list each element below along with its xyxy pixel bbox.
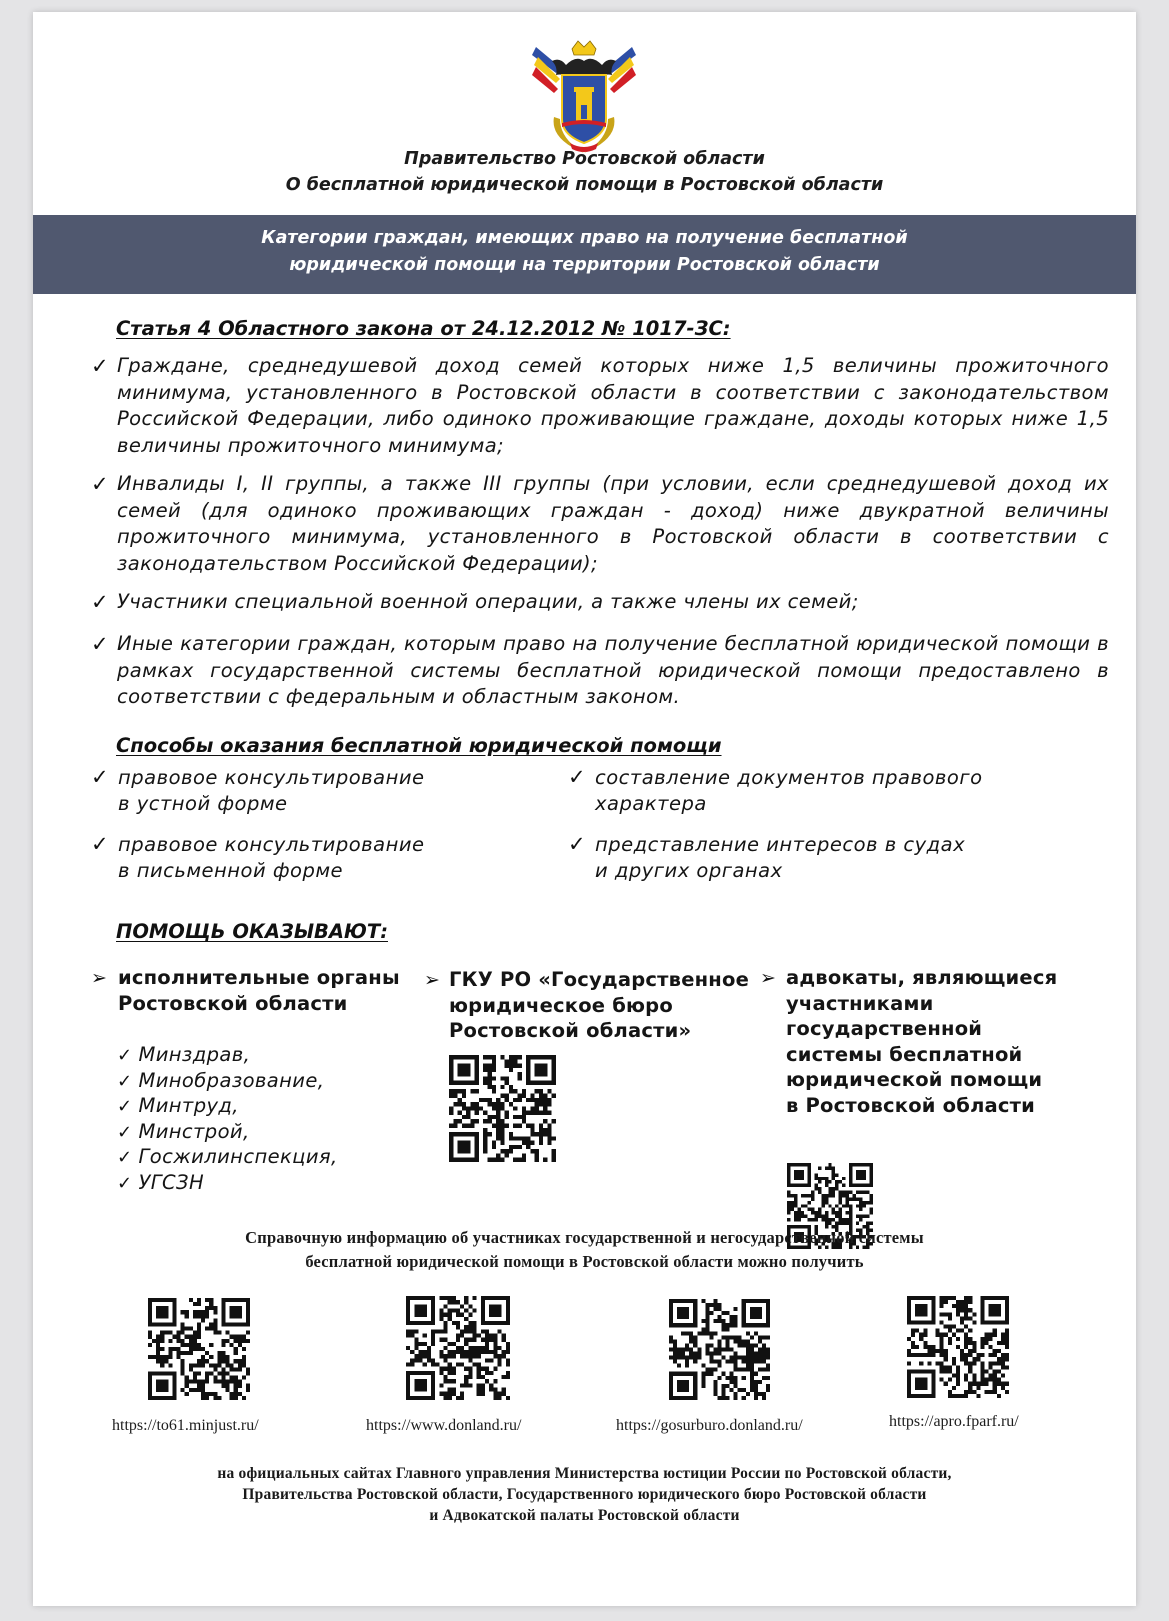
link-donland[interactable]: https://www.donland.ru/ <box>366 1417 522 1434</box>
arrow-bullet-icon: ➢ <box>760 967 776 989</box>
check-mark-icon: ✓ <box>91 765 109 789</box>
ministry-item <box>117 1119 338 1145</box>
check-mark-icon: ✓ <box>568 765 586 789</box>
link-apro[interactable]: https://apro.fparf.ru/ <box>889 1413 1019 1430</box>
method-line: правовое консультирование <box>118 833 425 856</box>
coat-of-arms-icon <box>530 39 638 157</box>
method-line: в устной форме <box>118 792 288 815</box>
qr-code-apro[interactable] <box>907 1296 1009 1398</box>
method-court-representation <box>595 832 965 884</box>
check-mark-icon: ✓ <box>117 1045 133 1066</box>
link-gosurburo[interactable]: https://gosurburo.donland.ru/ <box>616 1417 803 1434</box>
method-line: представление интересов в судах <box>595 833 966 856</box>
methods-heading: Способы оказания бесплатной юридической помощи <box>116 734 722 757</box>
qr-code-donland[interactable] <box>406 1296 510 1400</box>
providers-heading: ПОМОЩЬ ОКАЗЫВАЮТ: <box>116 920 388 943</box>
article-item-3: Участники специальной военной операции, а также члены их семей; <box>117 590 859 613</box>
provider-line: ГКУ РО «Государственное <box>449 968 749 991</box>
article-item-1: Граждане, среднедушевой доход семей которых ниже 1,5 величины прожиточного минимума, установленного в Ростовской области в соответствии с законодательством Российской Федерации, либо одиноко проживающие граждане, доходы которых ниже 1,5 величины прожиточного минимума; <box>117 354 1109 457</box>
check-mark-icon: ✓ <box>91 632 109 656</box>
method-documents <box>595 765 983 817</box>
ministry-label: Минтруд, <box>138 1094 239 1118</box>
reference-line-1: Справочную информацию об участниках государственной и негосударственной системы <box>245 1228 924 1247</box>
method-line: составление документов правового <box>595 766 983 789</box>
method-oral-consulting <box>118 765 425 817</box>
footer-line-3: и Адвокатской палаты Ростовской области <box>429 1507 740 1524</box>
ministry-item <box>117 1170 338 1196</box>
qr-code-gos-bureau[interactable] <box>449 1055 556 1162</box>
banner-line-2: юридической помощи на территории Ростовской области <box>289 255 880 275</box>
header-title: Правительство Ростовской области <box>404 149 765 169</box>
provider-executive-bodies <box>118 965 400 1016</box>
provider-line: системы бесплатной <box>786 1042 1023 1066</box>
provider-line: исполнительные органы <box>118 966 400 989</box>
footer-line-2: Правительства Ростовской области, Государственного юридического бюро Ростовской области <box>242 1486 927 1503</box>
article-heading: Статья 4 Областного закона от 24.12.2012 № 1017-ЗС: <box>116 317 731 340</box>
check-mark-icon: ✓ <box>568 832 586 856</box>
provider-line: в Ростовской области <box>786 1093 1036 1117</box>
check-mark-icon: ✓ <box>117 1147 133 1169</box>
provider-advocates <box>786 965 1057 1118</box>
method-line: характера <box>595 792 707 815</box>
provider-line: адвокаты, являющиеся <box>786 966 1058 989</box>
method-line: и других органах <box>595 859 783 882</box>
qr-code-minjust[interactable] <box>148 1298 250 1400</box>
article-item-4: Иные категории граждан, которым право на получение бесплатной юридической помощи в рамках государственной системы бесплатной юридической помощи предоставлено в соответствии с федеральным и областным законом. <box>117 632 1109 709</box>
provider-line: Ростовской области <box>118 991 348 1015</box>
document-page <box>33 12 1136 1606</box>
article-item-2: Инвалиды I, II группы, а также III группы (при условии, если среднедушевой доход их семей (для одиноко проживающих граждан - доход) ниже двукратной величины прожиточного минимума, установленного в Ростовской области в соответствии с законодательством Российской Федерации); <box>117 472 1109 575</box>
check-mark-icon: ✓ <box>91 354 109 378</box>
check-mark-icon: ✓ <box>117 1096 133 1118</box>
categories-banner <box>33 215 1136 294</box>
ministry-item <box>117 1093 338 1119</box>
check-mark-icon: ✓ <box>91 590 109 614</box>
ministry-label: УГСЗН <box>138 1170 205 1194</box>
provider-line: участниками <box>786 991 934 1015</box>
ministry-label: Минздрав, <box>138 1043 251 1066</box>
check-mark-icon: ✓ <box>91 832 109 856</box>
provider-line: юридическое бюро <box>449 993 673 1017</box>
provider-line: государственной <box>786 1017 983 1040</box>
ministry-item <box>117 1144 338 1170</box>
qr-code-gosurburo[interactable] <box>669 1299 770 1400</box>
check-mark-icon: ✓ <box>117 1121 133 1143</box>
method-line: правовое консультирование <box>118 766 425 789</box>
ministry-item <box>117 1042 338 1068</box>
ministry-item <box>117 1068 338 1094</box>
ministry-label: Минстрой, <box>138 1119 250 1143</box>
provider-line: Ростовской области» <box>449 1019 692 1042</box>
method-line: в письменной форме <box>118 859 344 882</box>
check-mark-icon: ✓ <box>117 1172 133 1194</box>
footer-line-1: на официальных сайтах Главного управления Министерства юстиции России по Ростовской области, <box>217 1465 952 1482</box>
arrow-bullet-icon: ➢ <box>424 969 440 991</box>
banner-line-1: Категории граждан, имеющих право на получение бесплатной <box>261 228 908 248</box>
header-subtitle: О бесплатной юридической помощи в Ростовской области <box>285 175 884 195</box>
ministry-label: Госжилинспекция, <box>138 1145 338 1169</box>
method-written-consulting <box>118 832 425 884</box>
provider-state-legal-bureau <box>449 967 749 1044</box>
reference-line-2: бесплатной юридической помощи в Ростовской области можно получить <box>305 1252 864 1271</box>
ministries-list <box>117 1042 338 1196</box>
provider-line: юридической помощи <box>786 1068 1043 1091</box>
check-mark-icon: ✓ <box>117 1070 133 1092</box>
check-mark-icon: ✓ <box>91 472 109 496</box>
link-minjust[interactable]: https://to61.minjust.ru/ <box>112 1417 259 1434</box>
ministry-label: Минобразование, <box>138 1068 325 1092</box>
arrow-bullet-icon: ➢ <box>91 967 107 989</box>
